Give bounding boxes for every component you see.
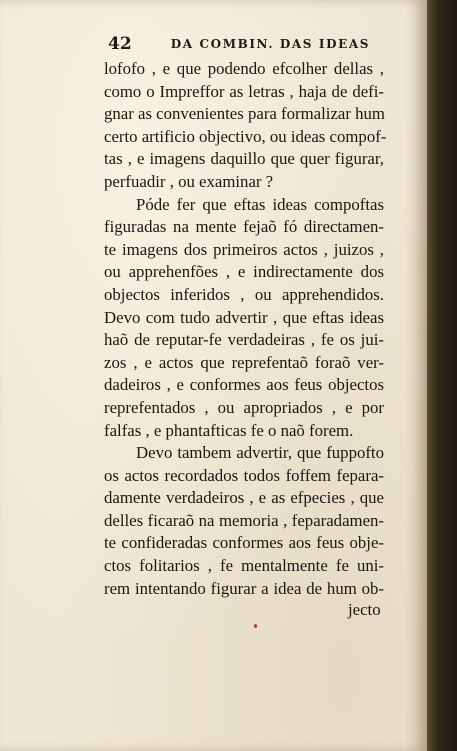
text-line: certo artificio objectivo, ou ideas compof- [104, 126, 387, 146]
text-line: reprefentados , ou apropriados , e por [104, 397, 384, 417]
page-inner-edge-shadow [405, 0, 427, 751]
text-line: tas , e imagens daquillo que quer figurar, [104, 149, 384, 169]
text-line: haõ de reputar-fe verdadeiras , fe os jui- [104, 330, 384, 350]
text-line: objectos inferidos , ou apprehendidos. [104, 284, 384, 304]
text-line: lofofo , e que podendo efcolher dellas , [104, 59, 384, 78]
body-text [104, 58, 387, 600]
page-header [108, 34, 370, 56]
ink-speck [254, 624, 257, 628]
text-line: Devo tambem advertir, que fuppofto [136, 443, 384, 463]
text-line: Devo com tudo advertir , que eftas ideas [104, 307, 384, 327]
text-line: os actos recordados todos foffem fepara- [104, 465, 384, 485]
text-line: Póde fer que eftas ideas compoftas [136, 194, 384, 214]
catchword: jecto [348, 600, 381, 619]
page-number: 42 [108, 34, 132, 54]
text-line: te imagens dos primeiros actos , juizos , [104, 239, 384, 259]
text-line: te confideradas conformes aos feus obje- [104, 533, 384, 553]
running-head: DA COMBIN. DAS IDEAS [170, 37, 370, 51]
text-line: gnar as convenientes para formalizar hum [104, 104, 385, 124]
text-line: rem intentando figurar a idea de hum ob- [104, 578, 384, 598]
text-line: falfas , e phantafticas fe o naõ forem. [104, 420, 354, 440]
book-gutter-shadow [427, 0, 457, 751]
text-line: figuradas na mente fejaõ fó directamen- [104, 217, 384, 237]
text-line: perfuadir , ou examinar ? [104, 171, 274, 191]
text-line: dadeiros , e conformes aos feus objectos [104, 375, 384, 395]
text-line: ou apprehenfões , e indirectamente dos [104, 262, 384, 282]
text-line: ctos folitarios , fe mentalmente fe uni- [104, 556, 384, 576]
text-line: damente verdadeiros , e as efpecies , que [104, 488, 384, 508]
text-line: zos , e actos que reprefentaõ foraõ ver- [104, 352, 384, 372]
text-line: delles ficaraõ na memoria , feparadamen- [104, 510, 384, 530]
text-line: como o Impreffor as letras , haja de defi- [104, 81, 384, 101]
